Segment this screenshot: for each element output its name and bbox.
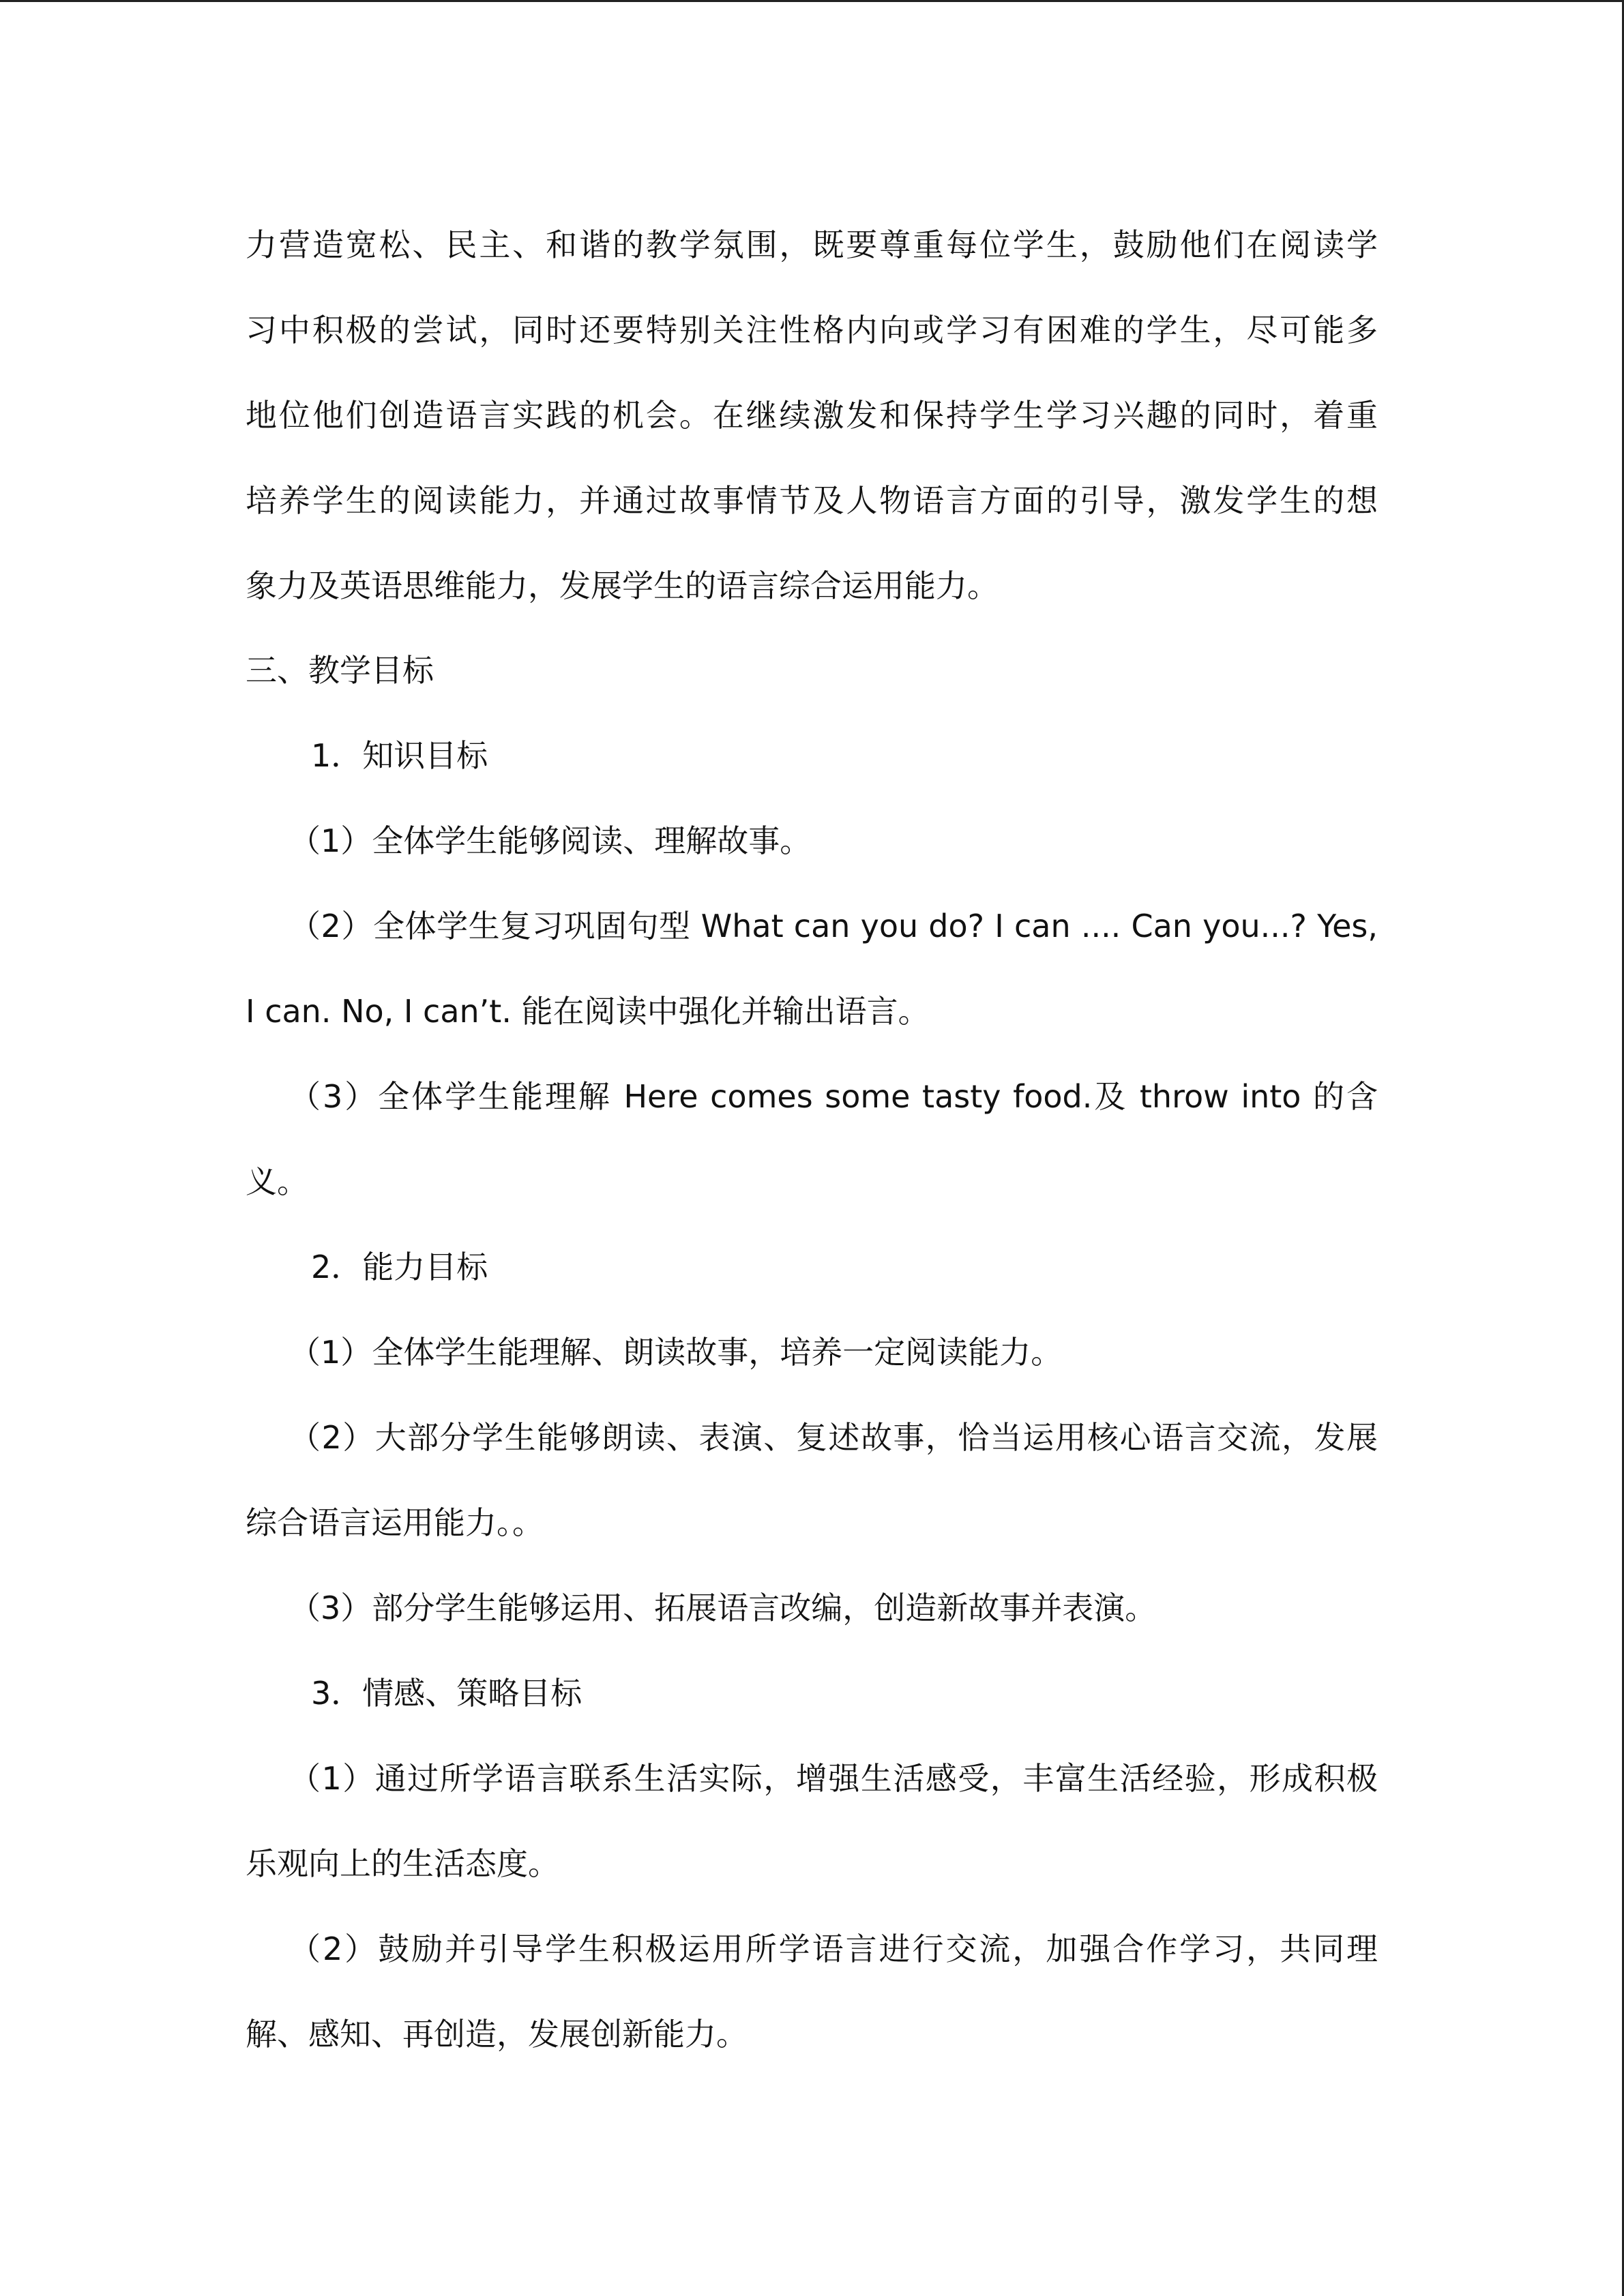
- emotion-goal-item-continuation: 乐观向上的生活态度。: [246, 1845, 559, 1882]
- emotion-goal-item-continuation: 解、感知、再创造，发展创新能力。: [246, 2016, 748, 2053]
- knowledge-goal-item: （1）全体学生能够阅读、理解故事。: [289, 822, 812, 859]
- ability-goal-item: （3）部分学生能够运用、拓展语言改编，创造新故事并表演。: [289, 1590, 1157, 1626]
- section-heading: 三、教学目标: [246, 652, 434, 689]
- emotion-goal-item: （1）通过所学语言联系生活实际，增强生活感受，丰富生活经验，形成积极: [289, 1760, 1378, 1797]
- ability-goal-item-continuation: 综合语言运用能力。。: [246, 1504, 544, 1541]
- intro-paragraph-line: 培养学生的阅读能力，并通过故事情节及人物语言方面的引导，激发学生的想: [246, 482, 1378, 519]
- emotion-goal-item: （2）鼓励并引导学生积极运用所学语言进行交流，加强合作学习，共同理: [289, 1930, 1378, 1967]
- knowledge-goal-heading: 1．知识目标: [311, 737, 488, 774]
- ability-goal-item: （1）全体学生能理解、朗读故事，培养一定阅读能力。: [289, 1334, 1063, 1371]
- ability-goal-item: （2）大部分学生能够朗读、表演、复述故事，恰当运用核心语言交流，发展: [289, 1419, 1378, 1456]
- intro-paragraph-line: 地位他们创造语言实践的机会。在继续激发和保持学生学习兴趣的同时，着重: [246, 397, 1378, 434]
- intro-paragraph-line: 习中积极的尝试，同时还要特别关注性格内向或学习有困难的学生，尽可能多: [246, 312, 1378, 348]
- knowledge-goal-item-continuation: I can. No, I can’t. 能在阅读中强化并输出语言。: [246, 993, 930, 1030]
- intro-paragraph-line: 象力及英语思维能力，发展学生的语言综合运用能力。: [246, 567, 999, 604]
- knowledge-goal-item: （3）全体学生能理解 Here comes some tasty food.及 throw into 的含: [289, 1078, 1378, 1115]
- intro-paragraph-line: 力营造宽松、民主、和谐的教学氛围，既要尊重每位学生，鼓励他们在阅读学: [246, 226, 1378, 263]
- emotion-goal-heading: 3．情感、策略目标: [311, 1675, 582, 1712]
- knowledge-goal-item: （2）全体学生复习巩固句型 What can you do? I can .... Can you...? Yes,: [289, 908, 1378, 944]
- ability-goal-heading: 2．能力目标: [311, 1249, 488, 1285]
- knowledge-goal-item-continuation: 义。: [246, 1163, 308, 1200]
